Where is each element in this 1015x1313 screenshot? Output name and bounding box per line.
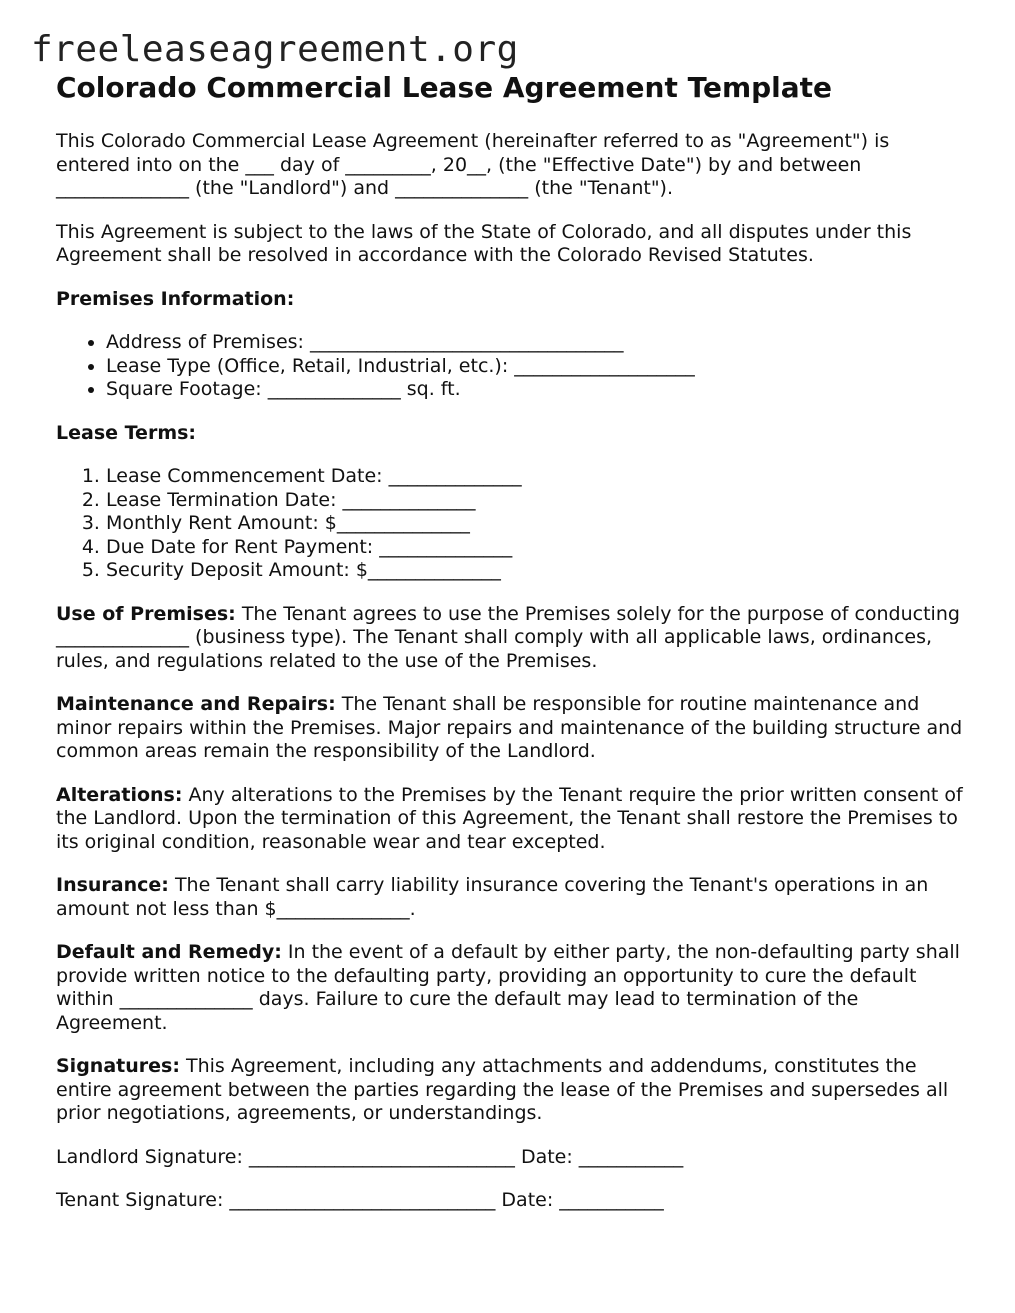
lease-terms-list <box>56 465 966 583</box>
security-deposit-item: 5. Security Deposit Amount: $______________ <box>106 559 966 583</box>
maintenance-section <box>56 693 966 764</box>
use-of-premises-label: Use of Premises: <box>56 602 236 625</box>
premises-lease-type-item: • Lease Type (Office, Retail, Industrial, etc.): ___________________ <box>106 355 966 379</box>
maintenance-label: Maintenance and Repairs: <box>56 693 336 715</box>
insurance-section <box>56 874 966 921</box>
lease-terms-heading: Lease Terms: <box>56 421 197 444</box>
signatures-text: This Agreement, including any attachments and addendums, constitutes the entire agreement between the parties regarding the lease of the Premises and supersedes all prior negotiations, agreements, or understandings. <box>56 1055 949 1124</box>
tenant-signature-line: Tenant Signature: ____________________________ Date: ___________ <box>56 1189 664 1211</box>
premises-square-footage-item: • Square Footage: ______________ sq. ft. <box>106 378 966 402</box>
signatures-section <box>56 1055 966 1126</box>
governing-law-paragraph: This Agreement is subject to the laws of the State of Colorado, and all disputes under this Agreement shall be resolved in accordance with the Colorado Revised Statutes. <box>56 220 912 266</box>
rent-due-date-item: 4. Due Date for Rent Payment: ______________ <box>106 536 966 560</box>
document-title: Colorado Commercial Lease Agreement Template <box>56 71 833 104</box>
insurance-text: The Tenant shall carry liability insurance covering the Tenant's operations in an amount not less than $______________. <box>56 874 929 920</box>
lease-commencement-item: 1. Lease Commencement Date: ______________ <box>106 465 966 489</box>
maintenance-text: The Tenant shall be responsible for routine maintenance and minor repairs within the Premises. Major repairs and maintenance of the building structure and common areas remain the responsibility of the Landlord. <box>56 693 963 762</box>
use-of-premises-section <box>56 603 966 674</box>
insurance-label: Insurance: <box>56 874 169 896</box>
document-body <box>56 68 966 1233</box>
signatures-label: Signatures: <box>56 1055 180 1077</box>
premises-heading: Premises Information: <box>56 287 295 310</box>
intro-paragraph: This Colorado Commercial Lease Agreement (hereinafter referred to as "Agreement") is entered into on the ___ day of _________, 20__, (the "Effective Date") by and between ______________ (the "Landlord") and ______________ (the "Tenant"). <box>56 130 890 199</box>
default-section <box>56 941 966 1035</box>
use-of-premises-text: The Tenant agrees to use the Premises solely for the purpose of conducting ______________ (business type). The Tenant shall comply with all applicable laws, ordinances, rules, and regulations related to the use of the Premises. <box>56 602 960 672</box>
alterations-text: Any alterations to the Premises by the Tenant require the prior written consent of the Landlord. Upon the termination of this Agreement, the Tenant shall restore the Premises to its original condition, reasonable wear and tear excepted. <box>56 783 963 853</box>
premises-address-item: • Address of Premises: _________________________________ <box>106 331 966 355</box>
landlord-signature-line: Landlord Signature: ____________________________ Date: ___________ <box>56 1145 684 1168</box>
alterations-label: Alterations: <box>56 783 183 806</box>
site-watermark: freeleaseagreement.org <box>31 29 519 70</box>
monthly-rent-item: 3. Monthly Rent Amount: $______________ <box>106 512 966 536</box>
alterations-section <box>56 784 966 855</box>
default-text: In the event of a default by either party, the non-defaulting party shall provide written notice to the defaulting party, providing an opportunity to cure the default within ______________ days. Failure to cure the default may lead to termination of the Agreement. <box>56 941 960 1034</box>
default-label: Default and Remedy: <box>56 941 282 963</box>
lease-termination-item: 2. Lease Termination Date: ______________ <box>106 489 966 513</box>
premises-list <box>56 331 966 402</box>
